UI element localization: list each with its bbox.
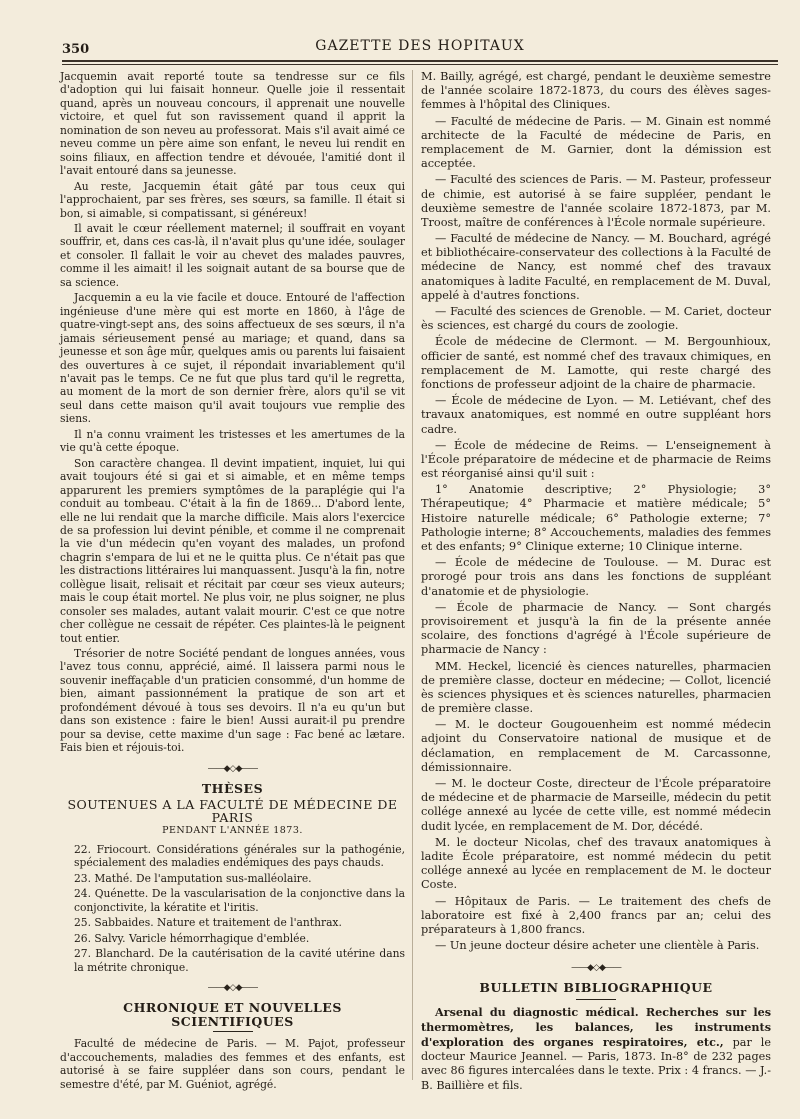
news-paragraph: — École de médecine de Toulouse. — M. Durac est prorogé pour trois ans dans les fonctions de suppléant d'anatomie et de physiologie.: [421, 556, 771, 598]
news-paragraph: — M. le docteur Coste, directeur de l'École préparatoire de médecine et de pharmacie de Marseille, médecin du petit collége annexé au lycée de cette ville, est nommé médecin dudit lycée, en remplacement de M. Dor, décédé.: [421, 777, 771, 833]
list-item: 22. Friocourt. Considérations générales sur la pathogénie, spécialement des maladies endémiques des pays chauds.: [74, 842, 405, 870]
news-paragraph: — Hôpitaux de Paris. — Le traitement des chefs de laboratoire est fixé à 2,400 francs par an; celui des préparateurs à 1,800 francs.: [421, 894, 771, 936]
chronique-paragraph: Faculté de médecine de Paris. — M. Pajot, professeur d'accouchements, maladies des femmes et des enfants, est autorisé à se faire suppléer dans son cours, pendant le semestre d'été, par M. Guéniot, agrégé.: [60, 1037, 405, 1091]
theses-list: [60, 843, 405, 974]
obituary-paragraph: Trésorier de notre Société pendant de longues années, vous l'avez tous connu, apprécié, aimé. Il laissera parmi nous le souvenir ineffaçable d'un praticien consommé, d'un homme de bien, aimant passionnément la pratique de son art et profondément dévoué à tous ses devoirs. Il n'a eu qu'un but dans son existence : faire le bien! Aussi aurait-il pu prendre pour sa devise, cette maxime d'un sage : Fac bené ac lætare. Fais bien et réjouis-toi.: [60, 647, 405, 755]
theses-heading: THÈSES: [201, 781, 264, 797]
column-separator: [412, 70, 413, 1080]
section-ornament: ——◆◇◆——: [207, 983, 258, 993]
news-paragraph: — École de médecine de Lyon. — M. Letiévant, chef des travaux anatomiques, est nommé en outre suppléant hors cadre.: [421, 394, 771, 436]
obituary-paragraph: Il n'a connu vraiment les tristesses et les amertumes de la vie qu'à cette époque.: [60, 427, 405, 455]
news-paragraph: — Faculté des sciences de Paris. — M. Pasteur, professeur de chimie, est autorisé à se faire suppléer, pendant le deuxième semestre de l'année scolaire 1872-1873, par M. Troost, maître de conférences à l'École normale supérieure.: [421, 173, 771, 229]
news-paragraph: — Faculté de médecine de Paris. — M. Ginain est nommé architecte de la Faculté de médecine de Paris, en remplacement de M. Garnier, dont la démission est acceptée.: [421, 114, 771, 171]
news-paragraph: 1° Anatomie descriptive; 2° Physiologie; 3° Thérapeutique; 4° Pharmacie et matière médicale; 5° Histoire naturelle médicale; 6° Pathologie externe; 7° Pathologie interne; 8° Accouchements, maladies des femmes et des enfants; 9° Clinique externe; 10 Clinique interne.: [421, 483, 771, 553]
right-column: [421, 70, 771, 1095]
bulletin-heading: BULLETIN BIBLIOGRAPHIQUE: [479, 980, 713, 996]
news-paragraph: — École de pharmacie de Nancy. — Sont chargés provisoirement et jusqu'à la fin de la présente année scolaire, des fonctions d'agrégé à l'École supérieure de pharmacie de Nancy :: [421, 600, 771, 657]
bibliography-entry: [421, 1005, 771, 1093]
heading-rule: [213, 1031, 253, 1032]
obituary-paragraph: Jacquemin a eu la vie facile et douce. Entouré de l'affection ingénieuse d'une mère qui est morte en 1860, à l'âge de quatre-vingt-sept ans, des soins affectueux de ses sœurs, il n'a jamais sérieusement pensé au mariage; et quand, dans sa jeunesse et son âge mûr, quelques amis ou parents lui faisaient des ouvertures à ce sujet, il répondait invariablement qu'il n'avait pas le temps. Ce ne fut que plus tard qu'il le regretta, au moment de la mort de son dernier frère, alors qu'il se vit seul dans cette maison qu'il avait toujours vue remplie des siens.: [60, 291, 405, 426]
obituary-paragraph: Jacquemin avait reporté toute sa tendresse sur ce fils d'adoption qui lui faisait honneur. Quelle joie il ressentait quand, après un nouveau concours, il apprenait une nouvelle victoire, et quel fut son ravissement quand il apprit la nomination de son neveu au professorat. Mais s'il avait aimé ce neveu comme un père aime son enfant, le neveu lui rendit en soins filiaux, en affection tendre et dévouée, l'amitié dont il l'avait entouré dans sa jeunesse.: [60, 70, 405, 178]
list-item: 25. Sabbaides. Nature et traitement de l'anthrax.: [74, 916, 342, 930]
page-number: 350: [62, 42, 90, 57]
list-item: 26. Salvy. Varicle hémorrhagique d'emblée.: [74, 931, 310, 945]
chronique-heading: CHRONIQUE ET NOUVELLES SCIENTIFIQUES: [123, 1000, 342, 1029]
heading-rule: [576, 999, 616, 1000]
list-item: 24. Quénette. De la vascularisation de la conjonctive dans la conjonctivite, la kératite et l'iritis.: [74, 887, 405, 914]
news-paragraph: — Faculté des sciences de Grenoble. — M. Cariet, docteur ès sciences, est chargé du cours de zoologie.: [421, 305, 771, 333]
list-item: 27. Blanchard. De la cautérisation de la cavité utérine dans la métrite chronique.: [74, 947, 405, 974]
running-title: GAZETTE DES HOPITAUX: [315, 38, 525, 54]
theses-subheading: SOUTENUES A LA FACULTÉ DE MÉDECINE DE PARIS: [67, 796, 398, 826]
theses-date: PENDANT L'ANNÉE 1873.: [162, 825, 303, 837]
section-ornament: ——◆◇◆——: [207, 763, 258, 774]
news-paragraph: MM. Heckel, licencié ès ciences naturelles, pharmacien de première classe, docteur en médecine; — Collot, licencié ès sciences physiques et ès sciences naturelles, pharmacien de première classe.: [421, 659, 771, 716]
news-paragraph: — Un jeune docteur désire acheter une clientèle à Paris.: [435, 939, 760, 953]
news-paragraph: M. le docteur Nicolas, chef des travaux anatomiques à ladite École préparatoire, est nommé médecin du petit collége annexé au lycée en remplacement de M. le docteur Coste.: [421, 835, 771, 892]
bibliography-details: par le docteur Maurice Jeannel. — Paris, 1873. In-8° de 232 pages avec 86 figures intercalées dans le texte. Prix : 4 francs. — J.-B. Baillière et fils.: [421, 1036, 771, 1092]
page-header: [62, 34, 778, 56]
section-ornament: ——◆◇◆——: [571, 963, 621, 974]
news-paragraph: École de médecine de Clermont. — M. Bergounhioux, officier de santé, est nommé chef des travaux chimiques, en remplacement de M. Lamotte, qui reste chargé des fonctions de professeur adjoint de la chaire de pharmacie.: [421, 335, 771, 391]
news-paragraph: — École de médecine de Reims. — L'enseignement à l'École préparatoire de médecine et de pharmacie de Reims est réorganisé ainsi qu'il suit :: [421, 438, 771, 481]
news-paragraph: — Faculté de médecine de Nancy. — M. Bouchard, agrégé et bibliothécaire-conservateur des collections à la Faculté de médecine de Nancy, est nommé chef des travaux anatomiques à ladite Faculté, en remplacement de M. Duval, appelé à d'autres fonctions.: [421, 232, 771, 302]
news-paragraph: — M. le docteur Gougouenheim est nommé médecin adjoint du Conservatoire national de musique et de déclamation, en remplacement de M. Carcassonne, démissionnaire.: [421, 718, 771, 774]
obituary-paragraph: Il avait le cœur réellement maternel; il souffrait en voyant souffrir, et, dans ces cas-là, il n'avait plus qu'une idée, soulager et consoler. Il fallait le voir au chevet des malades pauvres, comme il les aimait! il les soignait autant de sa bourse que de sa science.: [60, 221, 405, 289]
header-rule-thin: [62, 64, 778, 65]
bibliography-title: Arsenal du diagnostic médical. Recherches sur les thermomètres, les balances, les instruments d'exploration des organes respiratoires, etc.,: [421, 1004, 771, 1049]
list-item: 23. Mathé. De l'amputation sus-malléolaire.: [74, 871, 312, 885]
left-column: [60, 70, 405, 1093]
header-rule: [62, 60, 778, 62]
obituary-paragraph: Son caractère changea. Il devint impatient, inquiet, lui qui avait toujours été si gai et si aimable, et en même temps apparurent les premiers symptômes de la paraplégie qui l'a conduit au tombeau. C'était à la fin de 1869... D'abord lente, elle ne lui rendait que la marche difficile. Mais alors l'exercice de sa profession lui devint pénible, et comme il ne comprenait la vie d'un médecin qu'en voyant des malades, un profond chagrin s'empara de lui et ne le quitta plus. Ce n'était pas que les distractions littéraires lui manquassent. Jusqu'à la fin, notre collègue lisait, relisait et récitait par cœur ses vieux auteurs; mais le coup était mortel. Ne plus voir, ne plus soigner, ne plus consoler ses malades, autant valait mourir. C'est ce que notre cher collègue ne cessait de répéter. Ces plaintes-là le peignent tout entier.: [60, 456, 406, 645]
obituary-paragraph: Au reste, Jacquemin était gâté par tous ceux qui l'approchaient, par ses frères, ses sœurs, sa famille. Il était si bon, si aimable, si compatissant, si généreux!: [60, 179, 405, 220]
news-paragraph: M. Bailly, agrégé, est chargé, pendant le deuxième semestre de l'année scolaire 1872-1873, du cours des élèves sages-femmes à l'hôpital des Cliniques.: [421, 70, 771, 112]
